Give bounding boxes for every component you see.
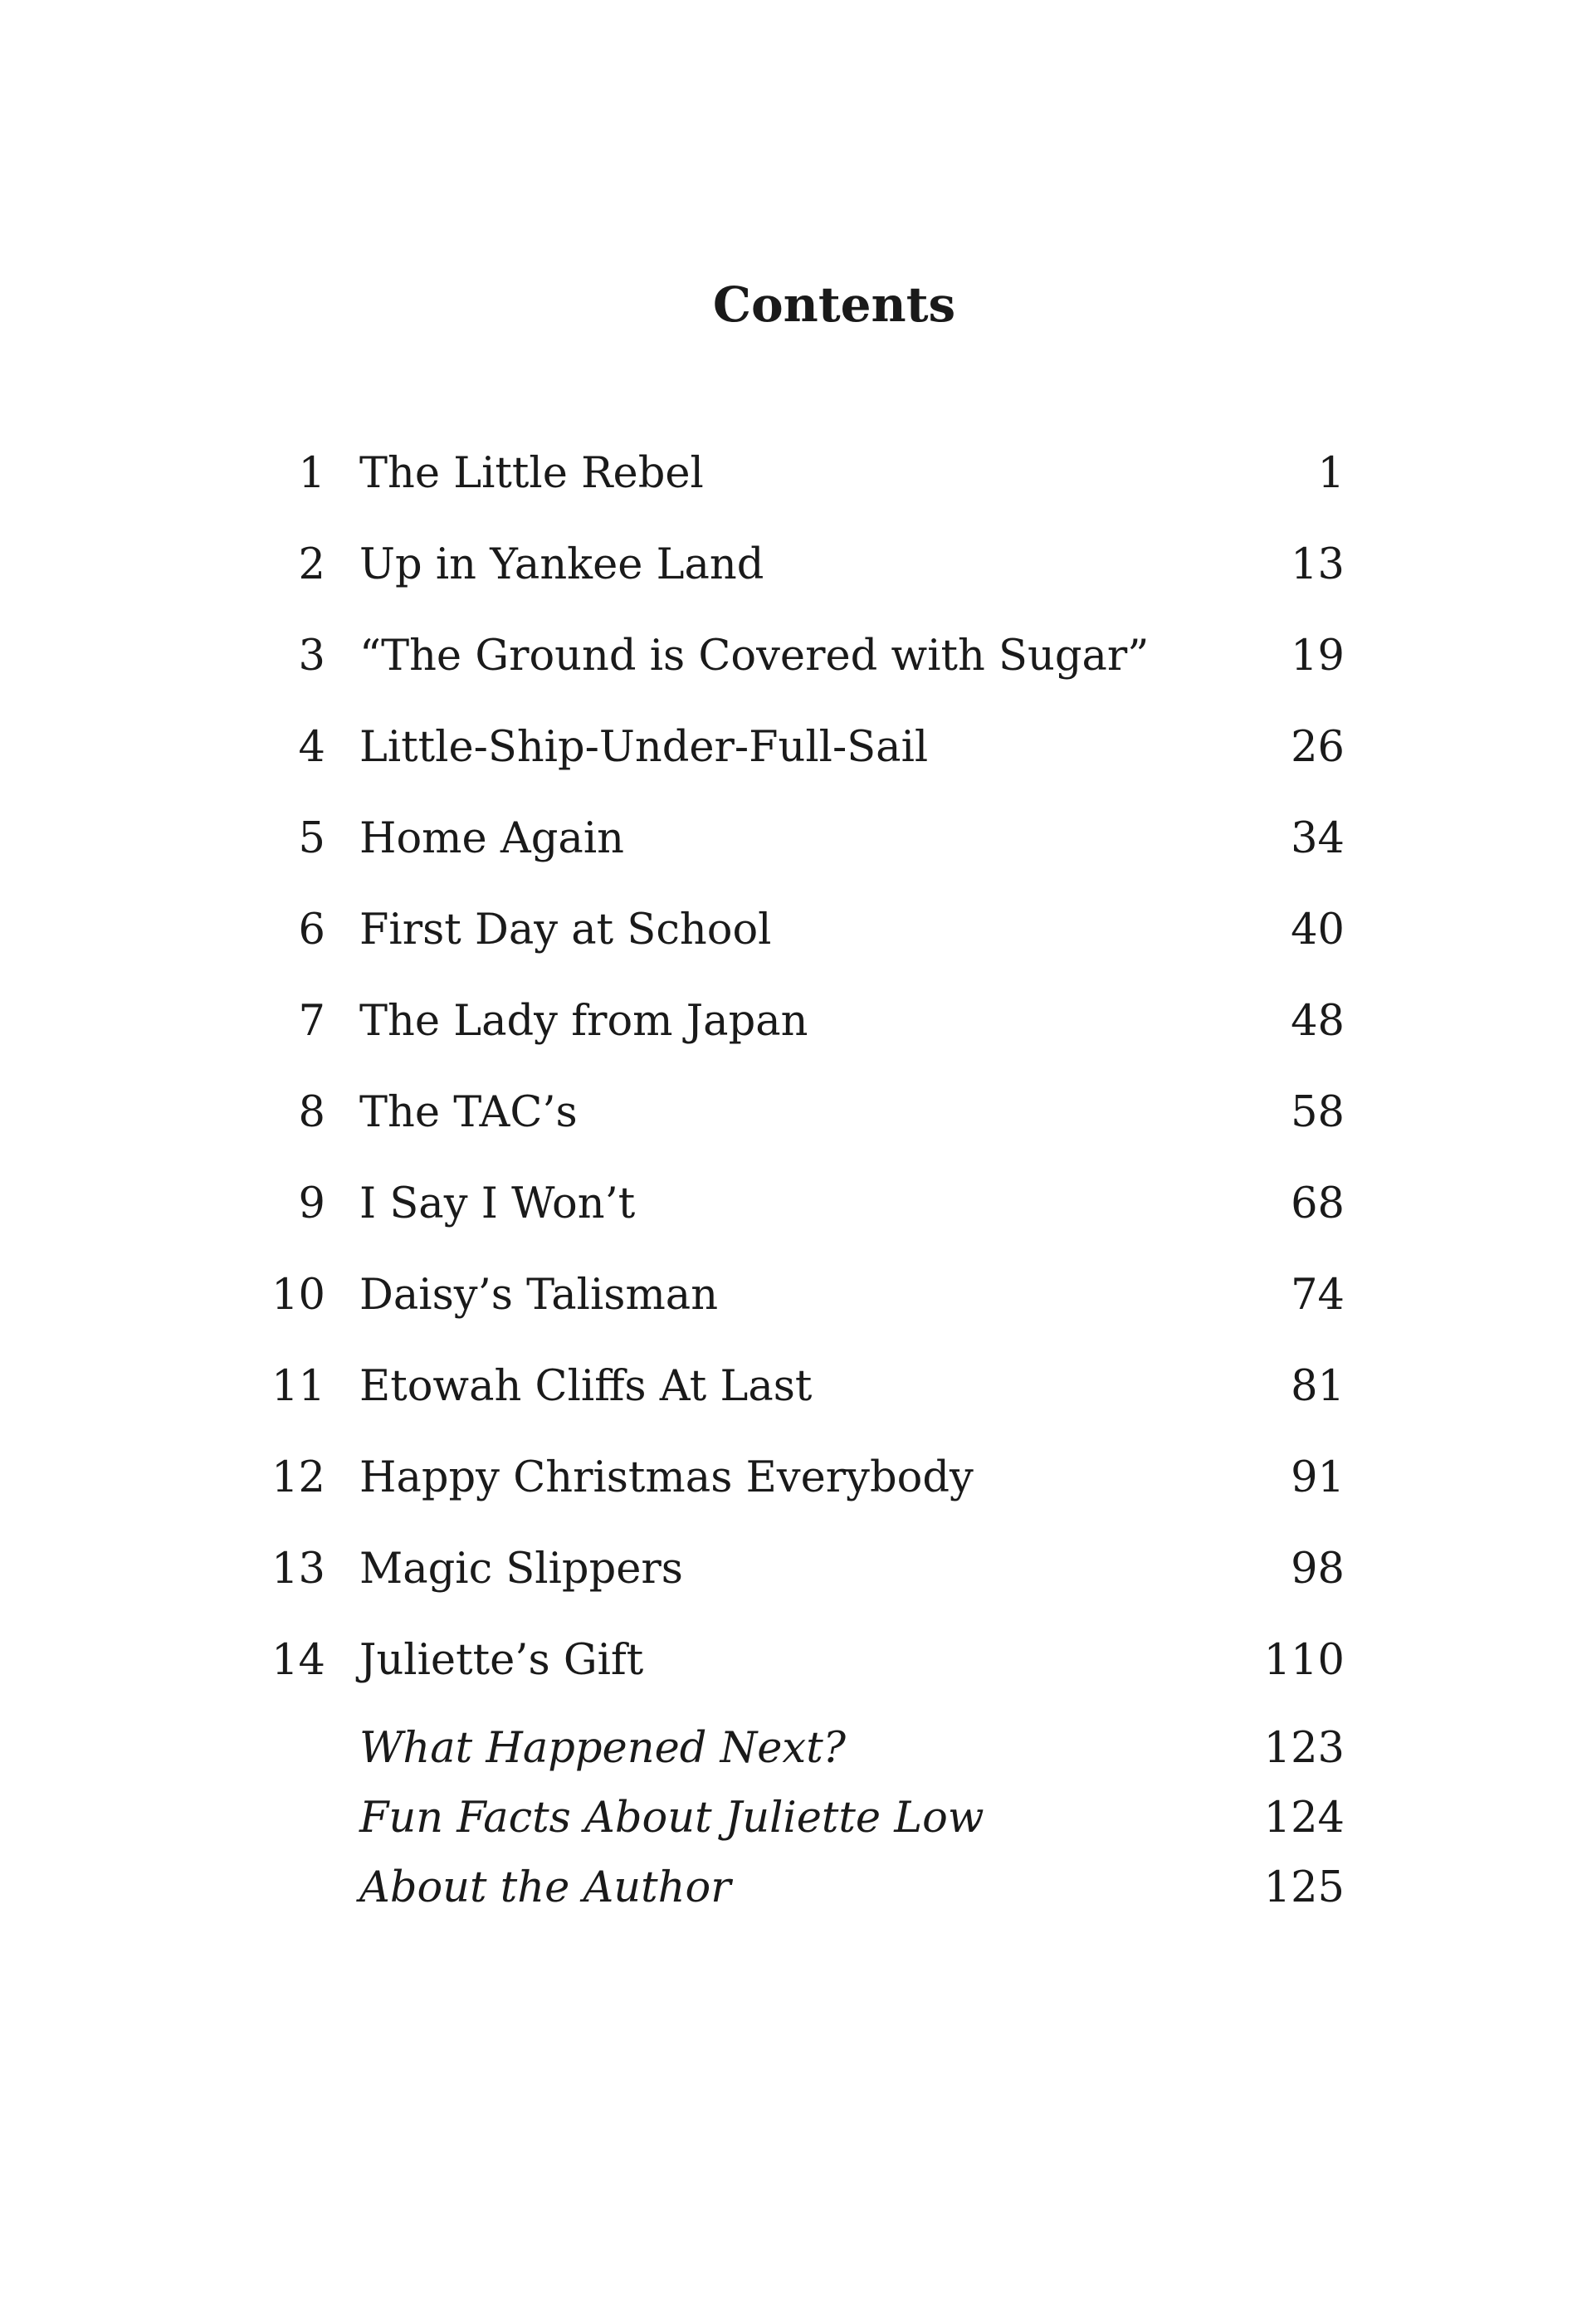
back-matter-list — [249, 1720, 1345, 1929]
chapter-title: Etowah Cliffs At Last — [359, 1362, 813, 1411]
chapter-number: 11 — [271, 1362, 325, 1411]
chapter-number: 2 — [298, 540, 325, 589]
chapter-title: “The Ground is Covered with Sugar” — [359, 632, 1150, 681]
chapter-list — [249, 445, 1345, 1723]
toc-entry — [249, 536, 1345, 627]
chapter-number: 1 — [298, 449, 325, 498]
chapter-number: 10 — [271, 1271, 325, 1320]
page-number: 1 — [1317, 449, 1345, 498]
back-matter-title: About the Author — [359, 1863, 731, 1912]
page-number: 125 — [1263, 1863, 1345, 1912]
toc-entry — [249, 1632, 1345, 1723]
toc-entry — [249, 627, 1345, 719]
toc-entry — [249, 993, 1345, 1084]
chapter-number: 8 — [298, 1088, 325, 1137]
toc-entry — [249, 1540, 1345, 1632]
chapter-number: 12 — [271, 1453, 325, 1502]
chapter-number: 9 — [298, 1179, 325, 1228]
back-matter-entry — [249, 1789, 1345, 1859]
page-number: 74 — [1291, 1271, 1345, 1320]
chapter-number: 4 — [298, 723, 325, 772]
toc-entry — [249, 1084, 1345, 1175]
chapter-title: Little-Ship-Under-Full-Sail — [359, 723, 929, 772]
chapter-title: The Lady from Japan — [359, 997, 808, 1046]
chapter-title: Up in Yankee Land — [359, 540, 764, 589]
chapter-number: 7 — [298, 997, 325, 1046]
chapter-number: 13 — [271, 1545, 325, 1594]
toc-entry — [249, 445, 1345, 536]
page-number: 48 — [1291, 997, 1345, 1046]
toc-entry — [249, 810, 1345, 901]
page-number: 110 — [1263, 1636, 1345, 1685]
page-number: 40 — [1291, 906, 1345, 954]
page-number: 19 — [1291, 632, 1345, 681]
chapter-title: Daisy’s Talisman — [359, 1271, 719, 1320]
chapter-title: Home Again — [359, 814, 624, 863]
page-number: 58 — [1291, 1088, 1345, 1137]
chapter-title: The TAC’s — [359, 1088, 578, 1137]
toc-entry — [249, 901, 1345, 993]
chapter-title: Juliette’s Gift — [359, 1636, 644, 1685]
chapter-title: The Little Rebel — [359, 449, 704, 498]
contents-heading: Contents — [712, 276, 956, 333]
page-number: 13 — [1291, 540, 1345, 589]
chapter-title: Magic Slippers — [359, 1545, 683, 1594]
page-number: 123 — [1263, 1724, 1345, 1773]
toc-entry — [249, 1358, 1345, 1449]
toc-entry — [249, 1175, 1345, 1267]
page-number: 68 — [1291, 1179, 1345, 1228]
chapter-number: 6 — [298, 906, 325, 954]
chapter-number: 3 — [298, 632, 325, 681]
chapter-number: 14 — [271, 1636, 325, 1685]
chapter-title: I Say I Won’t — [359, 1179, 636, 1228]
page-number: 81 — [1291, 1362, 1345, 1411]
page-number: 98 — [1291, 1545, 1345, 1594]
back-matter-entry — [249, 1720, 1345, 1789]
page-number: 124 — [1263, 1794, 1345, 1843]
back-matter-title: What Happened Next? — [359, 1724, 847, 1773]
back-matter-entry — [249, 1859, 1345, 1929]
chapter-number: 5 — [298, 814, 325, 863]
back-matter-title: Fun Facts About Juliette Low — [359, 1794, 984, 1843]
toc-entry — [249, 1267, 1345, 1358]
page-number: 34 — [1291, 814, 1345, 863]
chapter-title: First Day at School — [359, 906, 772, 954]
toc-entry — [249, 1449, 1345, 1540]
page-number: 91 — [1291, 1453, 1345, 1502]
page-number: 26 — [1291, 723, 1345, 772]
toc-entry — [249, 719, 1345, 810]
chapter-title: Happy Christmas Everybody — [359, 1453, 974, 1502]
